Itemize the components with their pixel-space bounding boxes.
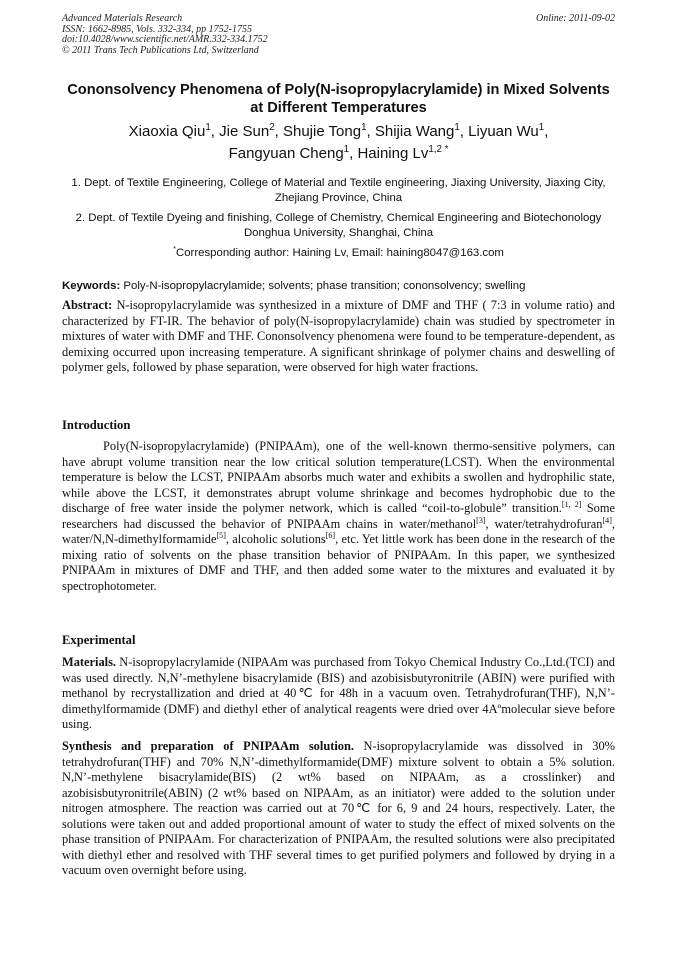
author-name: Haining Lv — [357, 145, 429, 162]
affiliation-1: 1. Dept. of Textile Engineering, College of Material and Textile engineering, Jiaxing University, Jiaxing City, Zhejiang Province, China — [71, 177, 606, 205]
abstract — [62, 298, 615, 376]
affiliation-2: 2. Dept. of Textile Dyeing and finishing, College of Chemistry, Chemical Engineering and Biotechonology Donghua University, Shanghai, China — [75, 212, 602, 240]
doi-line: doi:10.4028/www.scientific.net/AMR.332-334.1752 — [62, 34, 268, 45]
synthesis-label: Synthesis and preparation of PNIPAAm solution. — [62, 739, 354, 753]
abstract-label: Abstract: — [62, 298, 113, 312]
intro-text: , etc. Yet little work has been done in the research of the mixing ratio of solvents on the phase transition behavior of PNIPAAm. In this paper, we synthesized PNIPAAm in mixtures of DMF and THF, and then added some water to the mixtures and evaluated it by spectrophotometer. — [62, 532, 615, 593]
author-name: Shujie Tong — [282, 123, 362, 140]
citation: [4] — [602, 515, 612, 525]
synthesis-text: N-isopropylacrylamide was dissolved in 30% tetrahydrofuran(THF) and 70% N,N’-dimethylformamide(DMF) mixture solvent to obtain a 5% solution. N,N’-methylene bisacrylamide(BIS) (2 wt% based on NIPAAm, as a crosslinker) and azobisisbutyronitrile(ABIN) (2 wt% based on NIPAAm, as an initiator) were added to the solution under nitrogen atmosphere. The reaction was carried out at 70℃ for 6, 9 and 24 hours, respectively. Later, the solutions were taken out and added proportional amount of water to study the effect of mixed solvents on the phase transition of PNIPAAm. For characterization of PNIPAAm, the resulted solutions were also precipitated with diethyl ether and resolved with THF several times to get purified polymers and followed by drying in a vacuum oven overnight before using. — [62, 739, 615, 877]
author-name: Fangyuan Cheng — [228, 145, 344, 162]
materials-paragraph — [62, 655, 615, 733]
abstract-text: N-isopropylacrylamide was synthesized in a mixture of DMF and THF ( 7:3 in volume ratio) and characterized by FT-IR. The behavior of poly(N-isopropylacrylamide) chain was studied by spectrometer in mixtures of water with DMF and THF. Cononsolvency phenomena were found to be temperature-dependent, as demixing occurred upon increasing temperature. A significant shrinkage of polymer chains and deswelling of polymer gels, followed by phase separation, were observed for high water fractions. — [62, 298, 615, 374]
intro-text: , water/tetrahydrofuran — [485, 516, 603, 531]
keywords-text: Poly-N-isopropylacrylamide; solvents; phase transition; cononsolvency; swelling — [120, 280, 526, 292]
intro-text: Poly(N-isopropylacrylamide) (PNIPAAm), one of the well-known thermo-sensitive polymers, can have abrupt volume transition near the low critical solution temperature(LCST). When the environmental temperature is below the LCST, PNIPAAm absorbs much water and exhibits a swollen and hydrophilic state, while above the LCST, it demonstrates abrupt volume shrinkage and becomes hydrophobic due to the discharge of free water inside the polymer network, which is called “coil-to-globule” transition. — [62, 439, 615, 515]
paper-title: Cononsolvency Phenomena of Poly(N-isopropylacrylamide) in Mixed Solvents at Different Temperatures — [67, 82, 610, 116]
citation: [3] — [476, 515, 486, 525]
author-name: Xiaoxia Qiu — [128, 123, 206, 140]
synthesis-paragraph — [62, 739, 615, 879]
corresponding-mark: * — [173, 244, 176, 254]
intro-text: , alcoholic solutions — [225, 532, 326, 546]
author-line-1: Xiaoxia Qiu$^1$, Jie Sun$^2$, Shujie Tong$^1$, Shijia Wang$^1$, Liyuan Wu$^1$, — [128, 122, 549, 140]
materials-text: N-isopropylacrylamide (NIPAAm was purchased from Tokyo Chemical Industry Co.,Ltd.(TCI) and was used directly. N,N’-methylene bisacrylamide (BIS) and azobisisbutyronitrile (ABIN) were purified with methanol by recrystallization and dried at 40℃ for 48h in a vacuum oven. Tetrahydrofuran(THF), N,N’-dimethylformamide (DMF) and diethyl ether of analytical reagents were dried over 4Aºmolecular sieve before using. — [62, 655, 615, 731]
author-aff: 1,2 * — [428, 144, 449, 155]
author-name: Liyuan Wu — [468, 123, 539, 140]
journal-name: Advanced Materials Research — [62, 13, 183, 24]
author-aff: 1 — [343, 144, 350, 155]
keywords-label: Keywords: — [62, 280, 121, 292]
keywords — [62, 279, 615, 293]
experimental-heading: Experimental — [62, 633, 136, 647]
citation: [1, 2] — [561, 499, 582, 509]
author-aff: 1 — [361, 122, 367, 133]
author-name: Jie Sun — [219, 123, 270, 140]
materials-label: Materials. — [62, 655, 117, 669]
introduction-heading: Introduction — [62, 418, 131, 432]
copyright-line: © 2011 Trans Tech Publications Ltd, Switzerland — [62, 44, 259, 56]
author-aff: 1 — [454, 122, 460, 133]
corresponding-author — [62, 246, 615, 261]
intro-text: , water/N,N-dimethylformamide — [62, 516, 615, 546]
citation: [5] — [216, 530, 226, 540]
issn-line: ISSN: 1662-8985, Vols. 332-334, pp 1752-1755 — [62, 23, 252, 35]
author-aff: 2 — [269, 122, 275, 133]
journal-header — [62, 14, 615, 56]
author-name: Shijia Wang — [374, 123, 455, 140]
intro-text: Some researchers had discussed the behavior of PNIPAAm chains in water/methanol — [62, 501, 616, 531]
author-aff: 1 — [205, 122, 211, 133]
author-line-2: Fangyuan Cheng$^1$, Haining $Lv^{1,2 *}$ — [228, 144, 449, 162]
author-list — [62, 121, 615, 165]
citation: [6] — [325, 530, 336, 540]
author-aff: 1 — [538, 122, 545, 133]
online-date: Online: 2011-09-02 — [536, 13, 615, 24]
corresponding-text: Corresponding author: Haining Lv, Email: haining8047@163.com — [175, 247, 504, 259]
introduction-paragraph — [62, 439, 615, 594]
